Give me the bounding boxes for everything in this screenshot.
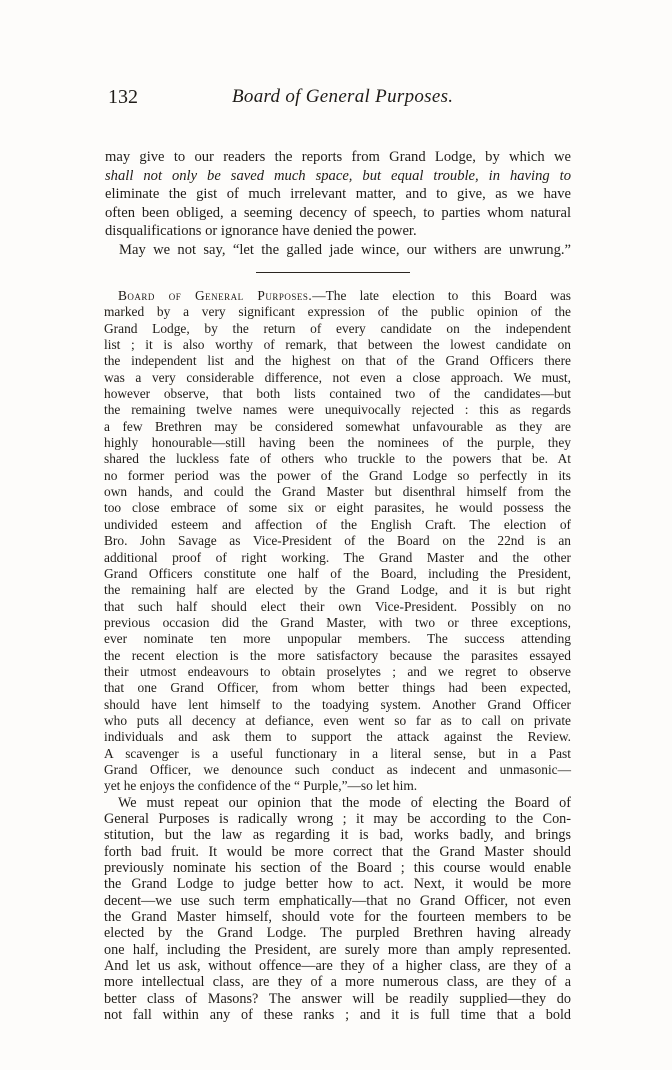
page-header <box>108 84 568 116</box>
article-line: decent—we use such term emphatically—that no Grand Officer, not even <box>104 892 571 909</box>
article-line: more intellectual class, are they of a more numerous class, are they of a <box>104 974 571 991</box>
article-line: individuals and ask them to support the attack against the Review. <box>104 729 571 745</box>
article-line: Grand Lodge, by the return of every candidate on the independent <box>104 320 571 336</box>
article-line: the recent election is the more satisfactory because the parasites essayed <box>104 647 571 663</box>
article-line: the independent list and the highest on that of the Grand Officers there <box>104 353 571 369</box>
article-line: was a very considerable difference, not even a close approach. We must, <box>104 369 571 385</box>
article-line: their utmost endeavours to obtain proselytes ; and we regret to observe <box>104 663 571 679</box>
article-line: who puts all decency at defiance, even went so far as to call on private <box>104 712 571 728</box>
quotation-line: May we not say, “let the galled jade wince, our withers are unwrung.” <box>119 241 571 258</box>
article-line: too close embrace of some six or eight parasites, he would possess the <box>104 500 571 516</box>
article-line: the remaining twelve names were unequivocally rejected : this as regards <box>104 402 571 418</box>
article-line: —The late election to this Board was <box>312 288 571 303</box>
article-line: the Grand Master himself, should vote for the fourteen members to be <box>104 909 571 926</box>
article-line: Grand Officers constitute one half of the Board, including the President, <box>104 565 571 581</box>
article-line: forth bad fruit. It would be more correct that the Grand Master should <box>104 843 571 860</box>
article-board-of-general-purposes <box>104 288 571 1023</box>
article-line: Bro. John Savage as Vice-President of the Board on the 22nd is an <box>104 533 571 549</box>
lead-line: may give to our readers the reports from Grand Lodge, by which we <box>105 149 571 165</box>
section-divider <box>256 272 410 273</box>
running-title: Board of General Purposes. <box>232 86 454 107</box>
section-heading: Board of General Purposes. <box>118 288 313 303</box>
article-line: Grand Officer, we denounce such conduct as indecent and unmasonic— <box>104 761 571 777</box>
article-line: previous occasion did the Grand Master, with two or three exceptions, <box>104 614 571 630</box>
article-line: the Grand Lodge to judge better how to act. Next, it would be more <box>104 876 571 893</box>
lead-line: shall not only be saved much space, but equal trouble, in having to <box>105 167 571 184</box>
article-line: the remaining half are elected by the Grand Lodge, and it is but right <box>104 582 571 598</box>
lead-paragraph <box>105 148 571 259</box>
article-line: not fall within any of these ranks ; and it is full time that a bold <box>104 1007 571 1024</box>
article-line: however observe, that both lists contained two of the candidates—but <box>104 386 571 402</box>
article-line: We must repeat our opinion that the mode of electing the Board of <box>118 794 571 811</box>
article-line: one half, including the President, are surely more than amply represented. <box>104 941 571 958</box>
article-line: that one Grand Officer, from whom better things had been expected, <box>104 680 571 696</box>
article-line: yet he enjoys the confidence of the “ Purple,”—so let him. <box>104 778 418 794</box>
article-line: General Purposes is radically wrong ; it may be according to the Con- <box>104 811 571 827</box>
article-line: better class of Masons? The answer will be readily supplied—they do <box>104 990 571 1007</box>
article-line: highly honourable—still having been the nominees of the purple, they <box>104 435 571 451</box>
article-first-line <box>104 288 571 304</box>
lead-line: often been obliged, a seeming decency of speech, to parties whom natural <box>105 204 571 221</box>
article-line: list ; it is also worthy of remark, that between the lowest candidate on <box>104 337 571 353</box>
article-line: that such half should elect their own Vice-President. Possibly on no <box>104 598 571 614</box>
article-line: previously nominate his section of the Board ; this course would enable <box>104 860 571 877</box>
article-line: undivided esteem and affection of the English Craft. The election of <box>104 516 571 532</box>
lead-line: disqualifications or ignorance have denied the power. <box>105 223 417 239</box>
lead-line: eliminate the gist of much irrelevant matter, and to give, as we have <box>105 186 571 202</box>
article-line: should have lent himself to the toadying system. Another Grand Officer <box>104 696 571 712</box>
article-line: A scavenger is a useful functionary in a literal sense, but in a Past <box>104 745 571 761</box>
page-number: 132 <box>108 86 138 108</box>
article-line: no former period was the power of the Grand Lodge so perfectly in its <box>104 467 571 483</box>
article-line: elected by the Grand Lodge. The purpled Brethren having already <box>104 925 571 942</box>
article-line: own hands, and could the Grand Master but disenthral himself from the <box>104 484 571 500</box>
article-line: And let us ask, without offence—are they of a higher class, are they of a <box>104 958 571 975</box>
article-line: marked by a very significant expression of the public opinion of the <box>104 304 571 320</box>
article-line: a few Brethren may be considered somewhat unfavourable as they are <box>104 418 571 434</box>
article-line: additional proof of right working. The Grand Master and the other <box>104 549 571 565</box>
article-line: shared the luckless fate of others who truckle to the powers that be. At <box>104 451 571 467</box>
article-line: stitution, but the law as regarding it is bad, works badly, and brings <box>104 827 571 844</box>
article-line: ever nominate ten more unpopular members. The success attending <box>104 631 571 647</box>
article-body <box>104 304 571 1023</box>
